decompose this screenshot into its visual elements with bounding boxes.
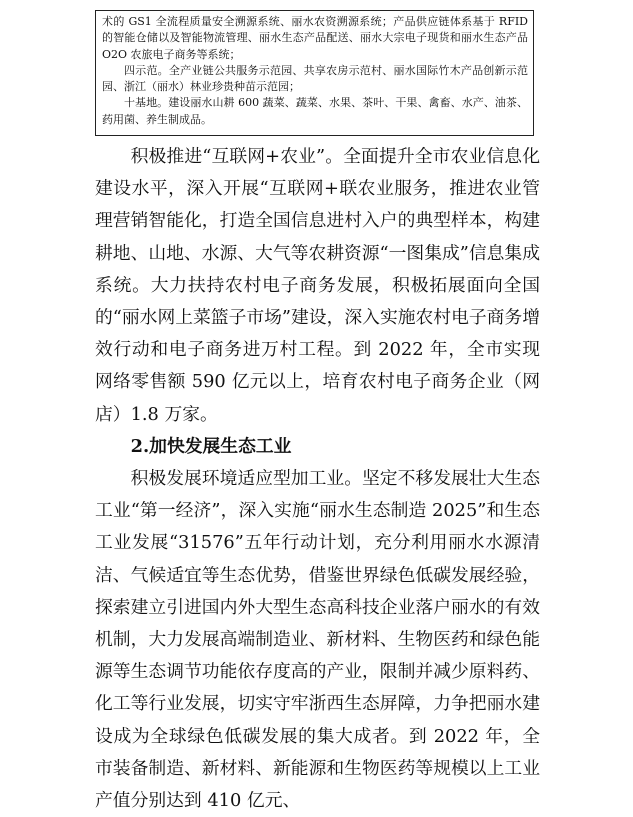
box-line-3: 十基地。建设丽水山耕 600 蔬菜、蔬菜、水果、茶叶、干果、禽畜、水产、油茶、药用菌、养生制成品。 [102, 96, 528, 126]
main-text [95, 141, 540, 817]
paragraph-ecological-industry: 积极发展环境适应型加工业。坚定不移发展壮大生态工业“第一经济”，深入实施“丽水生态制造 2025”和生态工业发展“31576”五年行动计划，充分利用丽水水源清洁、气候适宜等生态优势，借鉴世界绿色低碳发展经验，探索建立引进国内外大型生态高科技企业落户丽水的有效机制，大力发展高端制造业、新材料、生物医药和绿色能源等生态调节功能依存度高的产业，限制并减少原料药、化工等行业发展，切实守牢浙西生态屏障，力争把丽水建设成为全球绿色低碳发展的集大成者。到 2022 年，全市装备制造、新材料、新能源和生物医药等规模以上工业产值分别达到 410 亿元、 [95, 468, 540, 812]
paragraph-internet-agriculture: 积极推进“互联网+农业”。全面提升全市农业信息化建设水平，深入开展“互联网+联农业服务，推进农业管理营销智能化，打造全国信息进村入户的典型样本，构建耕地、山地、水源、大气等农耕资源“一图集成”信息集成系统。大力扶持农村电子商务发展，积极拓展面向全国的“丽水网上菜篮子市场”建设，深入实施农村电子商务增效行动和电子商务进万村工程。到 2022 年，全市实现网络零售额 590 亿元以上，培育农村电子商务企业（网店）1.8 万家。 [95, 146, 540, 425]
box-line-2: 四示范。全产业链公共服务示范园、共享农房示范村、丽水国际竹木产品创新示范园、浙江（丽水）林业珍贵种苗示范园； [102, 63, 528, 94]
bordered-text-box [95, 10, 534, 136]
section-heading: 2.加快发展生态工业 [130, 435, 292, 457]
box-line-1: 术的 GS1 全流程质量安全溯源系统、丽水农资溯源系统；产品供应链体系基于 RFID 的智能仓储以及智能物流管理、丽水生态产品配送、丽水大宗电子现货和丽水生态产品 O2O 农旅电子商务等系统； [102, 15, 528, 61]
